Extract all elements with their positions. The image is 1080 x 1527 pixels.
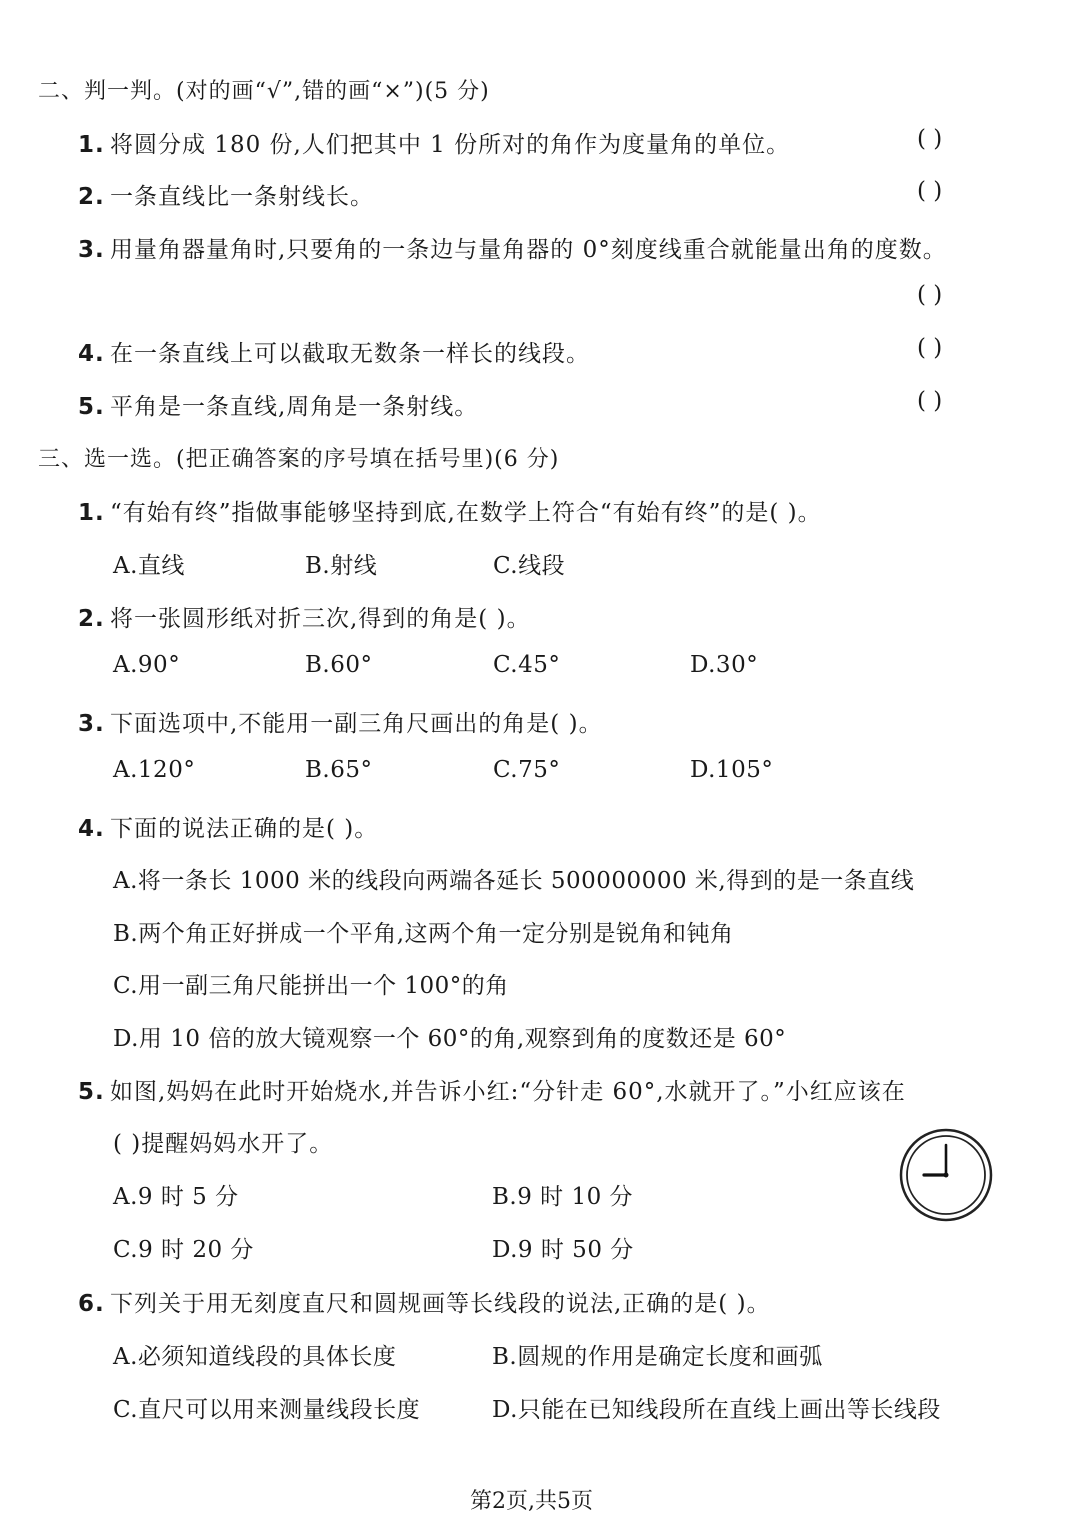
item-text: 用量角器量角时,只要角的一条边与量角器的 0°刻度线重合就能量出角的度数。: [110, 237, 947, 263]
option-c[interactable]: C.用一副三角尺能拼出一个 100°的角: [113, 973, 509, 999]
option-d[interactable]: D.30°: [690, 652, 759, 678]
option-d[interactable]: D.105°: [690, 757, 774, 783]
question-text: 下面选项中,不能用一副三角尺画出的角是( )。: [110, 711, 603, 737]
answer-blank-2[interactable]: ( ): [917, 178, 943, 204]
option-b[interactable]: B.60°: [305, 652, 373, 678]
question-number: 3.: [78, 711, 105, 737]
question-number: 2.: [78, 606, 105, 632]
item-number: 5.: [78, 394, 105, 420]
choice-question-5: [78, 1073, 906, 1106]
question-number: 5.: [78, 1079, 105, 1105]
section-2-title: 二、判一判。(对的画“√”,错的画“×”)(5 分): [38, 79, 490, 104]
option-b[interactable]: B.射线: [305, 553, 378, 579]
question-text: 如图,妈妈在此时开始烧水,并告诉小红:“分针走 60°,水就开了。”小红应该在: [110, 1079, 906, 1105]
answer-blank-3[interactable]: ( ): [917, 282, 943, 308]
option-c[interactable]: C.9 时 20 分: [113, 1237, 254, 1263]
option-c[interactable]: C.75°: [493, 757, 561, 783]
option-c[interactable]: C.直尺可以用来测量线段长度: [113, 1397, 421, 1423]
option-b[interactable]: B.两个角正好拼成一个平角,这两个角一定分别是锐角和钝角: [113, 921, 734, 947]
option-a[interactable]: A.120°: [113, 757, 196, 783]
item-text: 在一条直线上可以截取无数条一样长的线段。: [110, 341, 590, 367]
choice-question-1: [78, 494, 822, 527]
item-text: 一条直线比一条射线长。: [110, 184, 374, 210]
option-b[interactable]: B.65°: [305, 757, 373, 783]
item-number: 3.: [78, 237, 105, 263]
option-d[interactable]: D.只能在已知线段所在直线上画出等长线段: [492, 1397, 941, 1423]
question-text: “有始有终”指做事能够坚持到底,在数学上符合“有始有终”的是( )。: [110, 500, 822, 526]
item-number: 4.: [78, 341, 105, 367]
choice-question-4: [78, 810, 378, 843]
answer-blank-5[interactable]: ( ): [917, 388, 943, 414]
question-number: 1.: [78, 500, 105, 526]
option-c[interactable]: C.45°: [493, 652, 561, 678]
choice-question-3: [78, 705, 603, 738]
option-b[interactable]: B.9 时 10 分: [492, 1184, 634, 1210]
question-number: 4.: [78, 816, 105, 842]
item-text: 平角是一条直线,周角是一条射线。: [110, 394, 479, 420]
clock-icon: [896, 1125, 996, 1225]
item-text: 将圆分成 180 份,人们把其中 1 份所对的角作为度量角的单位。: [110, 132, 791, 158]
item-number: 2.: [78, 184, 105, 210]
option-b[interactable]: B.圆规的作用是确定长度和画弧: [492, 1344, 823, 1370]
answer-blank-1[interactable]: ( ): [917, 126, 943, 152]
option-a[interactable]: A.必须知道线段的具体长度: [113, 1344, 397, 1370]
judge-item-3: [78, 231, 947, 264]
answer-blank-4[interactable]: ( ): [917, 335, 943, 361]
question-text: 将一张圆形纸对折三次,得到的角是( )。: [110, 606, 531, 632]
choice-question-6: [78, 1285, 771, 1318]
option-a[interactable]: A.9 时 5 分: [113, 1184, 239, 1210]
judge-item-5: [78, 388, 478, 421]
item-number: 1.: [78, 132, 105, 158]
section-3-title: 三、选一选。(把正确答案的序号填在括号里)(6 分): [38, 447, 560, 472]
option-c[interactable]: C.线段: [493, 553, 566, 579]
question-text-continued: ( )提醒妈妈水开了。: [113, 1131, 334, 1157]
option-a[interactable]: A.直线: [113, 553, 185, 579]
choice-question-2: [78, 600, 531, 633]
option-d[interactable]: D.9 时 50 分: [492, 1237, 634, 1263]
option-a[interactable]: A.将一条长 1000 米的线段向两端各延长 500000000 米,得到的是一条直线: [113, 868, 915, 894]
option-d[interactable]: D.用 10 倍的放大镜观察一个 60°的角,观察到角的度数还是 60°: [113, 1026, 787, 1052]
judge-item-4: [78, 335, 590, 368]
question-number: 6.: [78, 1291, 105, 1317]
judge-item-2: [78, 178, 374, 211]
question-text: 下面的说法正确的是( )。: [110, 816, 379, 842]
judge-item-1: [78, 126, 790, 159]
page-number: 第2页,共5页: [470, 1489, 593, 1514]
option-a[interactable]: A.90°: [113, 652, 181, 678]
question-text: 下列关于用无刻度直尺和圆规画等长线段的说法,正确的是( )。: [110, 1291, 771, 1317]
